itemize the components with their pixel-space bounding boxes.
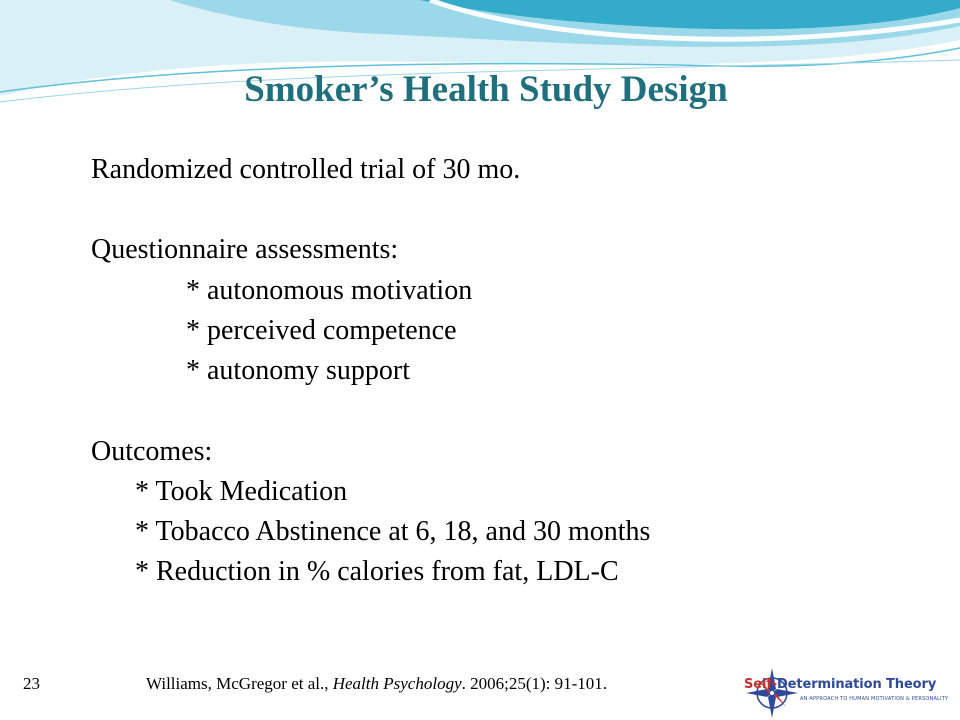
outcome-item: * Tobacco Abstinence at 6, 18, and 30 months xyxy=(135,516,651,547)
outcomes-heading: Outcomes: xyxy=(91,436,213,467)
assessment-item: * autonomy support xyxy=(186,355,410,386)
sdt-logo xyxy=(722,664,960,720)
citation-journal: Health Psychology xyxy=(332,674,462,693)
design-line: Randomized controlled trial of 30 mo. xyxy=(91,154,521,185)
slide-title: Smoker’s Health Study Design xyxy=(244,69,728,110)
compass-icon xyxy=(742,666,802,720)
citation-details: . 2006;25(1): 91-101. xyxy=(461,674,608,693)
outcome-item: * Took Medication xyxy=(135,476,348,507)
citation-authors: Williams, McGregor et al., xyxy=(146,674,333,693)
assessment-item: * autonomous motivation xyxy=(186,275,473,306)
logo-name-prefix: Self- xyxy=(744,677,777,692)
assessments-heading: Questionnaire assessments: xyxy=(91,234,399,265)
logo-tagline: AN APPROACH TO HUMAN MOTIVATION & PERSONALITY xyxy=(800,696,949,702)
assessment-item: * perceived competence xyxy=(186,315,457,346)
outcome-item: * Reduction in % calories from fat, LDL-C xyxy=(135,556,619,587)
citation xyxy=(146,672,607,696)
logo-name xyxy=(744,677,936,693)
page-number: 23 xyxy=(23,674,40,693)
logo-name-main: Determination Theory xyxy=(776,677,937,692)
